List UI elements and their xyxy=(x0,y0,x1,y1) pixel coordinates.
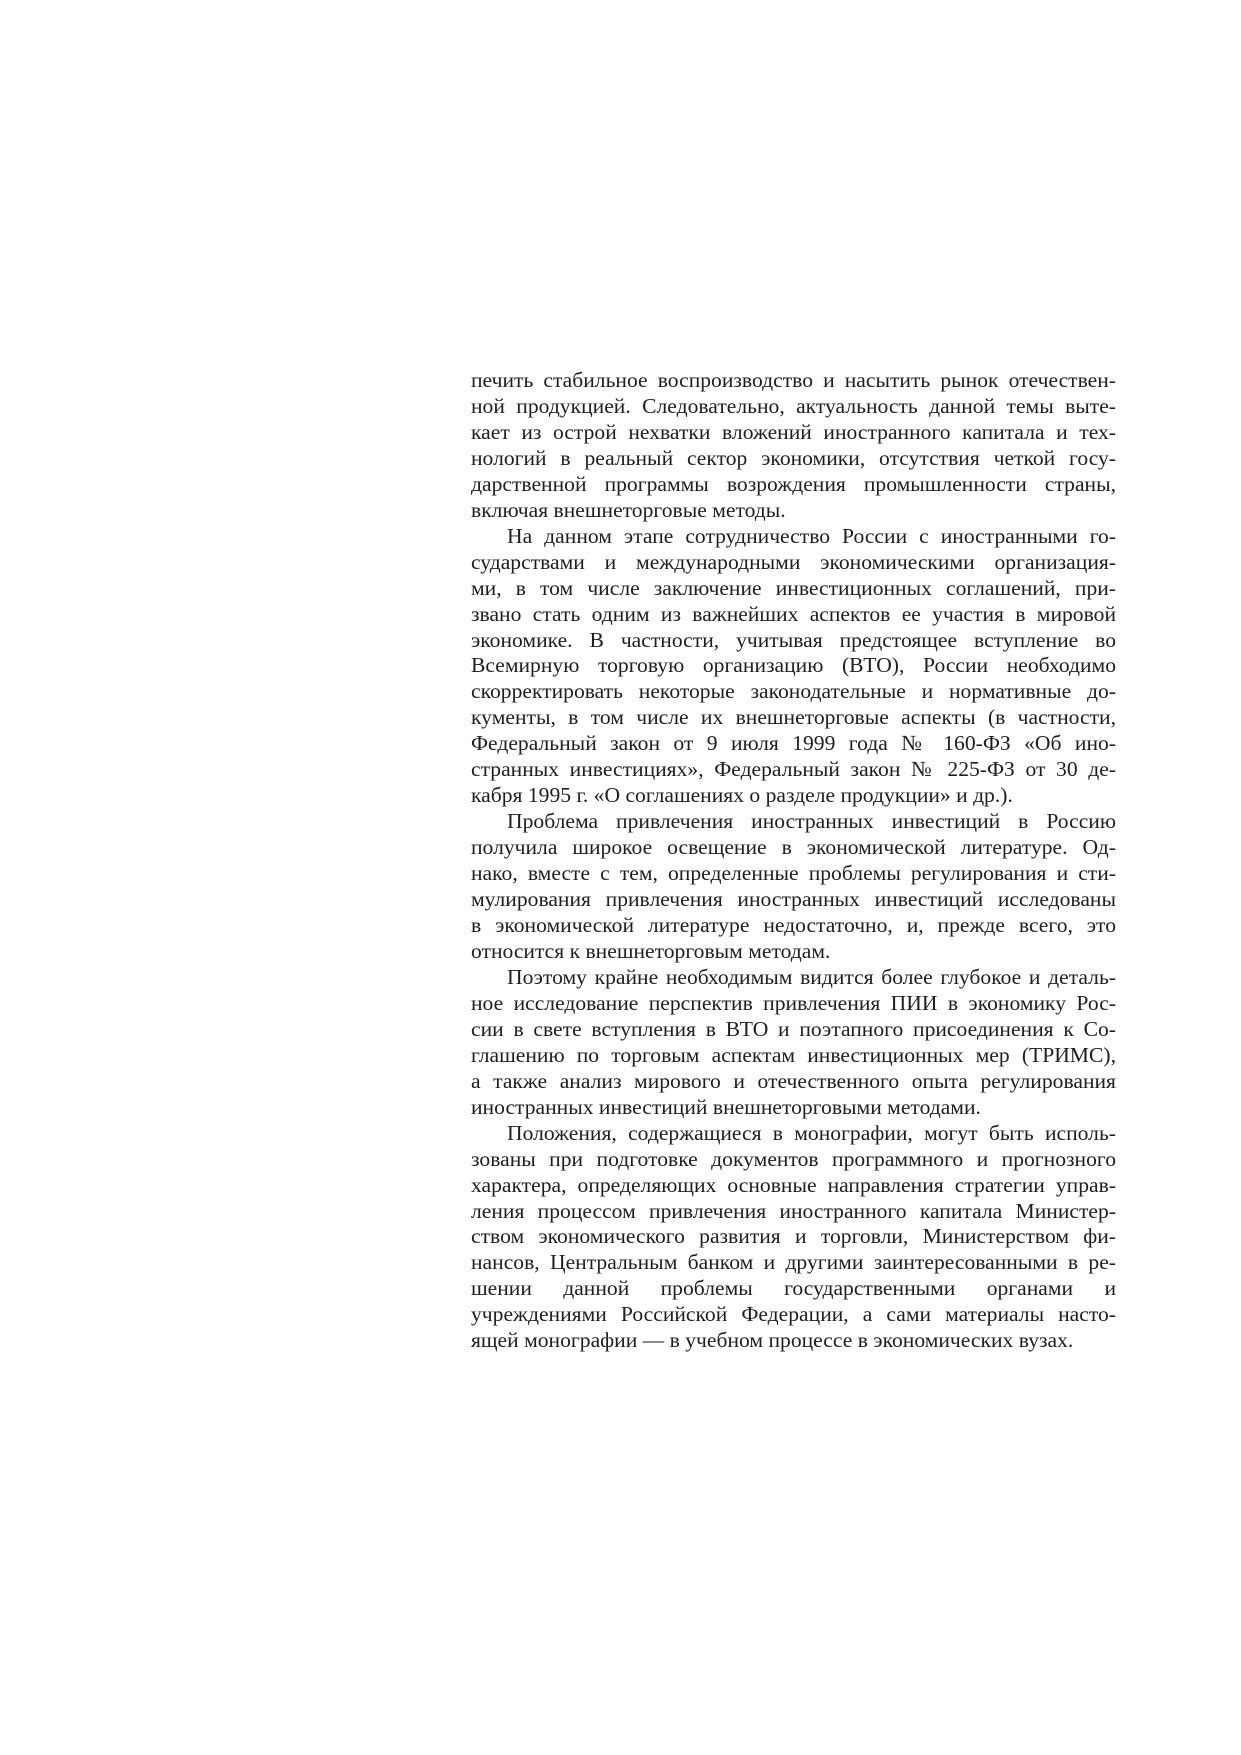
text-line: учреждениями Российской Федерации, а сами материалы насто- xyxy=(471,1302,1116,1327)
text-line: Федеральный закон от 9 июля 1999 года № 160-ФЗ «Об ино- xyxy=(471,731,1116,756)
text-line: зованы при подготовке документов программного и прогнозного xyxy=(471,1146,1116,1171)
text-line: характера, определяющих основные направления стратегии управ- xyxy=(471,1172,1116,1197)
text-line: относится к внешнеторговым методам. xyxy=(471,938,831,963)
paragraph xyxy=(471,965,1116,1121)
text-line: глашению по торговым аспектам инвестиционных мер (ТРИМС), xyxy=(471,1042,1116,1067)
text-line: а также анализ мирового и отечественного опыта регулирования xyxy=(471,1068,1116,1093)
text-line: включая внешнеторговые методы. xyxy=(471,497,786,522)
text-line: иностранных инвестиций внешнеторговыми методами. xyxy=(471,1094,981,1119)
text-line: нологий в реальный сектор экономики, отсутствия четкой госу- xyxy=(471,445,1116,470)
text-line: звано стать одним из важнейших аспектов ее участия в мировой xyxy=(471,601,1116,626)
body-text xyxy=(471,368,1116,1354)
text-line: сударствами и международными экономическими организация- xyxy=(471,549,1116,574)
text-line: нако, вместе с тем, определенные проблемы регулирования и сти- xyxy=(471,861,1116,886)
text-line: Всемирную торговую организацию (ВТО), России необходимо xyxy=(471,653,1116,678)
text-line: ством экономического развития и торговли, Министерством фи- xyxy=(471,1224,1116,1249)
text-line: получила широкое освещение в экономической литературе. Од- xyxy=(471,835,1116,860)
text-line: экономике. В частности, учитывая предстоящее вступление во xyxy=(471,627,1116,652)
text-line: сии в свете вступления в ВТО и поэтапного присоединения к Со- xyxy=(471,1016,1116,1041)
text-line: нансов, Центральным банком и другими заинтересованными в ре- xyxy=(471,1250,1116,1275)
text-line: шении данной проблемы государственными органами и xyxy=(471,1276,1116,1301)
text-line: Положения, содержащиеся в монографии, могут быть исполь- xyxy=(507,1120,1116,1145)
paragraph xyxy=(471,809,1116,965)
text-line: печить стабильное воспроизводство и насытить рынок отечествен- xyxy=(471,368,1116,392)
text-line: дарственной программы возрождения промышленности страны, xyxy=(471,471,1116,496)
text-line: ления процессом привлечения иностранного капитала Министер- xyxy=(471,1198,1116,1223)
text-line: Поэтому крайне необходимым видится более глубокое и деталь- xyxy=(507,964,1116,989)
text-line: ящей монографии — в учебном процессе в экономических вузах. xyxy=(471,1328,1074,1353)
paragraph xyxy=(471,368,1116,524)
paragraph xyxy=(471,1121,1116,1355)
text-line: ное исследование перспектив привлечения ПИИ в экономику Рос- xyxy=(471,990,1116,1015)
text-line: в экономической литературе недостаточно, и, прежде всего, это xyxy=(471,913,1116,938)
text-line: Проблема привлечения иностранных инвестиций в Россию xyxy=(507,809,1116,834)
text-line: скорректировать некоторые законодательные и нормативные до- xyxy=(471,679,1116,704)
text-line: кабря 1995 г. «О соглашениях о разделе продукции» и др.). xyxy=(471,783,1013,808)
text-line: кает из острой нехватки вложений иностранного капитала и тех- xyxy=(471,419,1116,444)
text-line: странных инвестициях», Федеральный закон № 225-ФЗ от 30 де- xyxy=(471,757,1116,782)
text-line: мулирования привлечения иностранных инвестиций исследованы xyxy=(471,887,1116,912)
text-line: ми, в том числе заключение инвестиционных соглашений, при- xyxy=(471,575,1116,600)
text-line: кументы, в том числе их внешнеторговые аспекты (в частности, xyxy=(471,705,1116,730)
paragraph xyxy=(471,524,1116,809)
text-line: На данном этапе сотрудничество России с иностранными го- xyxy=(507,523,1116,548)
text-line: ной продукцией. Следовательно, актуальность данной темы выте- xyxy=(471,393,1116,418)
